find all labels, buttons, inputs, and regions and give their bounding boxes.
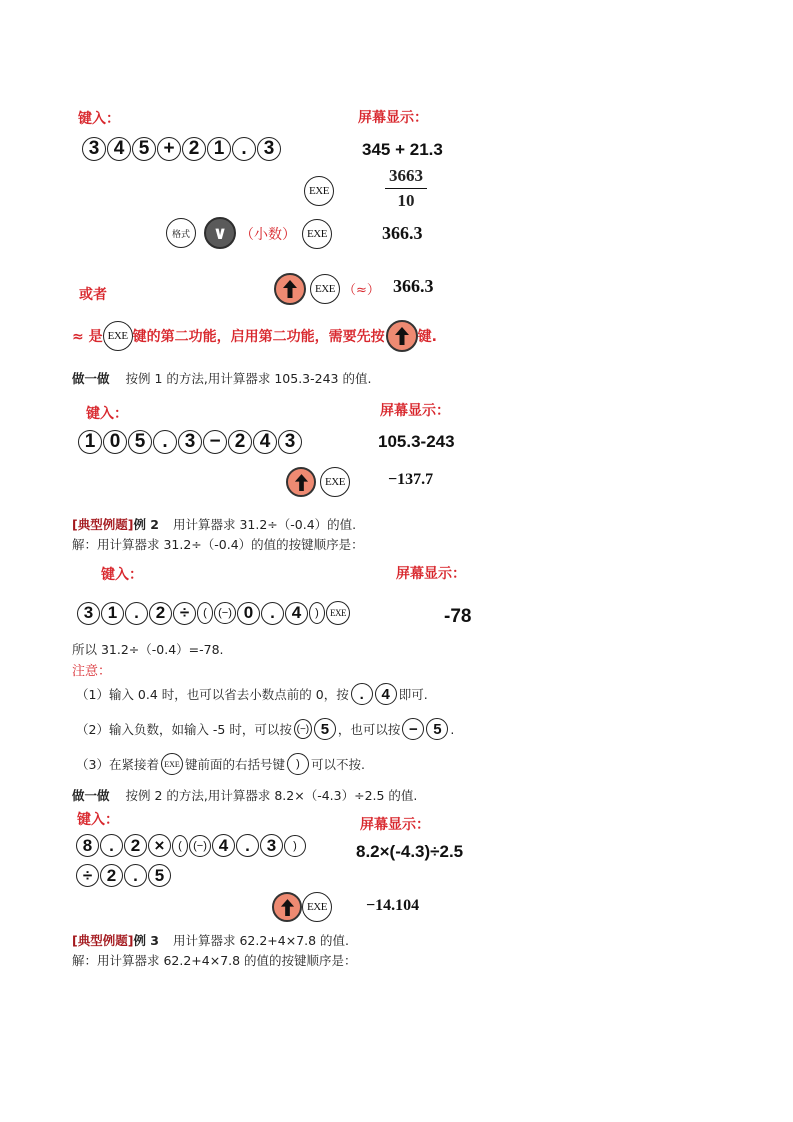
exercise-heading	[72, 786, 417, 804]
input-label: 键入：	[77, 812, 119, 828]
note-1	[76, 683, 428, 705]
key-decimal: .	[236, 834, 259, 857]
note-text: 即可.	[398, 687, 428, 702]
note-text: 键的第二功能，启用第二功能，需要先按	[132, 329, 385, 345]
screen-display: 8.2×(-4.3)÷2.5	[356, 842, 464, 861]
screen-display: -78	[444, 606, 472, 627]
key-3: 3	[278, 430, 302, 454]
input-label: 键入：	[78, 111, 120, 127]
solution-text: 解：用计算器求 31.2÷（-0.4）的值的按键顺序是：	[72, 537, 364, 552]
up-arrow-icon	[394, 326, 410, 346]
screen-display: 105.3-243	[378, 432, 455, 451]
note-text: （3）在紧接着	[76, 757, 159, 772]
exe-key: EXE	[320, 467, 350, 497]
key-decimal: .	[124, 864, 147, 887]
key-minus: −	[203, 430, 227, 454]
key-decimal: .	[261, 602, 284, 625]
key-5: 5	[426, 718, 448, 740]
note-text: （1）输入 0.4 时，也可以省去小数点前的 0，按	[76, 687, 349, 702]
key-0: 0	[103, 430, 127, 454]
result-text: 所以 31.2÷（-0.4）=-78.	[72, 642, 224, 657]
shift-key	[286, 467, 316, 497]
screen-label: 屏幕显示：	[380, 403, 450, 419]
note-text: 可以不按.	[310, 757, 365, 772]
key-right-paren: )	[284, 835, 306, 857]
key-decimal: .	[153, 430, 177, 454]
key-1: 1	[207, 137, 231, 161]
key-3: 3	[260, 834, 283, 857]
key-8: 8	[76, 834, 99, 857]
note-text: 键前面的右括号键	[184, 757, 285, 772]
key-divide: ÷	[76, 864, 99, 887]
key-1: 1	[101, 602, 124, 625]
up-arrow-icon	[280, 898, 295, 917]
exercise-heading	[72, 369, 371, 387]
input-label: 键入：	[86, 406, 128, 422]
exercise-text: 按例 1 的方法,用计算器求 105.3-243 的值.	[125, 371, 372, 386]
key-4: 4	[107, 137, 131, 161]
example-text: 用计算器求 31.2÷（-0.4）的值.	[172, 517, 357, 532]
fraction-bar	[385, 188, 427, 189]
key-left-paren: (	[172, 835, 188, 857]
key-3: 3	[77, 602, 100, 625]
screen-fraction	[385, 166, 427, 211]
key-decimal: .	[125, 602, 148, 625]
key-4: 4	[253, 430, 277, 454]
note-2	[76, 718, 454, 740]
key-2: 2	[149, 602, 172, 625]
key-plus: +	[157, 137, 181, 161]
screen-display: −137.7	[388, 471, 434, 488]
key-right-paren: )	[287, 753, 309, 775]
exe-key: EXE	[302, 219, 332, 249]
key-4: 4	[212, 834, 235, 857]
note-3	[76, 753, 365, 775]
screen-label: 屏幕显示：	[358, 110, 428, 126]
fraction-numerator: 3663	[389, 166, 423, 185]
shift-key	[272, 892, 302, 922]
fraction-denominator: 10	[397, 191, 415, 210]
shift-key	[386, 320, 418, 352]
note-text: .	[450, 721, 455, 737]
exe-key: EXE	[161, 753, 183, 775]
key-sequence	[82, 137, 281, 161]
screen-label: 屏幕显示：	[360, 817, 430, 833]
example-tag: [典型例题]	[72, 933, 134, 948]
second-function-note	[72, 320, 437, 352]
screen-display: 366.3	[393, 276, 434, 296]
note-text: （2）输入负数，如输入 -5 时，可以按	[76, 722, 292, 737]
key-0: 0	[237, 602, 260, 625]
input-label: 键入：	[101, 567, 143, 583]
key-2: 2	[124, 834, 147, 857]
exercise-title: 做一做	[72, 371, 110, 386]
key-sequence	[76, 864, 171, 887]
up-arrow-icon	[294, 473, 309, 492]
key-5: 5	[128, 430, 152, 454]
key-4: 4	[285, 602, 308, 625]
screen-display: 366.3	[382, 223, 423, 243]
key-right-paren: )	[309, 602, 325, 624]
key-3: 3	[178, 430, 202, 454]
key-negative: (−)	[294, 719, 312, 739]
key-2: 2	[182, 137, 206, 161]
key-negative: (−)	[189, 835, 211, 857]
example-heading	[72, 931, 349, 949]
key-decimal: .	[100, 834, 123, 857]
key-sequence	[77, 601, 350, 625]
exercise-text: 按例 2 的方法,用计算器求 8.2×（-4.3）÷2.5 的值.	[125, 788, 418, 803]
key-4: 4	[375, 683, 397, 705]
format-key: 格式	[166, 218, 196, 248]
decimal-note: （小数）	[240, 227, 296, 243]
key-1: 1	[78, 430, 102, 454]
screen-display: −14.104	[366, 897, 420, 914]
key-2: 2	[228, 430, 252, 454]
down-arrow-key: ∨	[204, 217, 236, 249]
key-decimal: .	[351, 683, 373, 705]
approx-note: （≈）	[343, 283, 380, 298]
shift-key	[274, 273, 306, 305]
key-multiply: ×	[148, 834, 171, 857]
key-sequence	[76, 834, 306, 857]
note-text: ，也可以按	[337, 722, 401, 737]
key-sequence	[78, 430, 302, 454]
key-5: 5	[132, 137, 156, 161]
exe-key: EXE	[310, 274, 340, 304]
exe-key: EXE	[302, 892, 332, 922]
key-minus: −	[402, 718, 424, 740]
exe-key: EXE	[304, 176, 334, 206]
example-title: 例 2	[133, 517, 159, 532]
example-text: 用计算器求 62.2+4×7.8 的值.	[172, 933, 350, 948]
key-5: 5	[148, 864, 171, 887]
example-tag: [典型例题]	[72, 517, 134, 532]
note-text: 键.	[417, 329, 437, 345]
note-text: ≈ 是	[72, 329, 103, 345]
screen-display: 345 + 21.3	[362, 140, 443, 159]
exercise-title: 做一做	[72, 788, 110, 803]
exe-key: EXE	[103, 321, 133, 351]
key-negative: (−)	[214, 602, 236, 624]
key-divide: ÷	[173, 602, 196, 625]
example-title: 例 3	[133, 933, 159, 948]
notice-label: 注意：	[72, 664, 112, 679]
or-label: 或者	[79, 287, 107, 303]
example-heading	[72, 515, 356, 533]
key-left-paren: (	[197, 602, 213, 624]
key-3: 3	[257, 137, 281, 161]
key-decimal: .	[232, 137, 256, 161]
key-3: 3	[82, 137, 106, 161]
key-5: 5	[314, 718, 336, 740]
screen-label: 屏幕显示：	[396, 566, 466, 582]
key-2: 2	[100, 864, 123, 887]
exe-key: EXE	[326, 601, 350, 625]
solution-text: 解：用计算器求 62.2+4×7.8 的值的按键顺序是：	[72, 953, 357, 968]
up-arrow-icon	[282, 279, 298, 299]
